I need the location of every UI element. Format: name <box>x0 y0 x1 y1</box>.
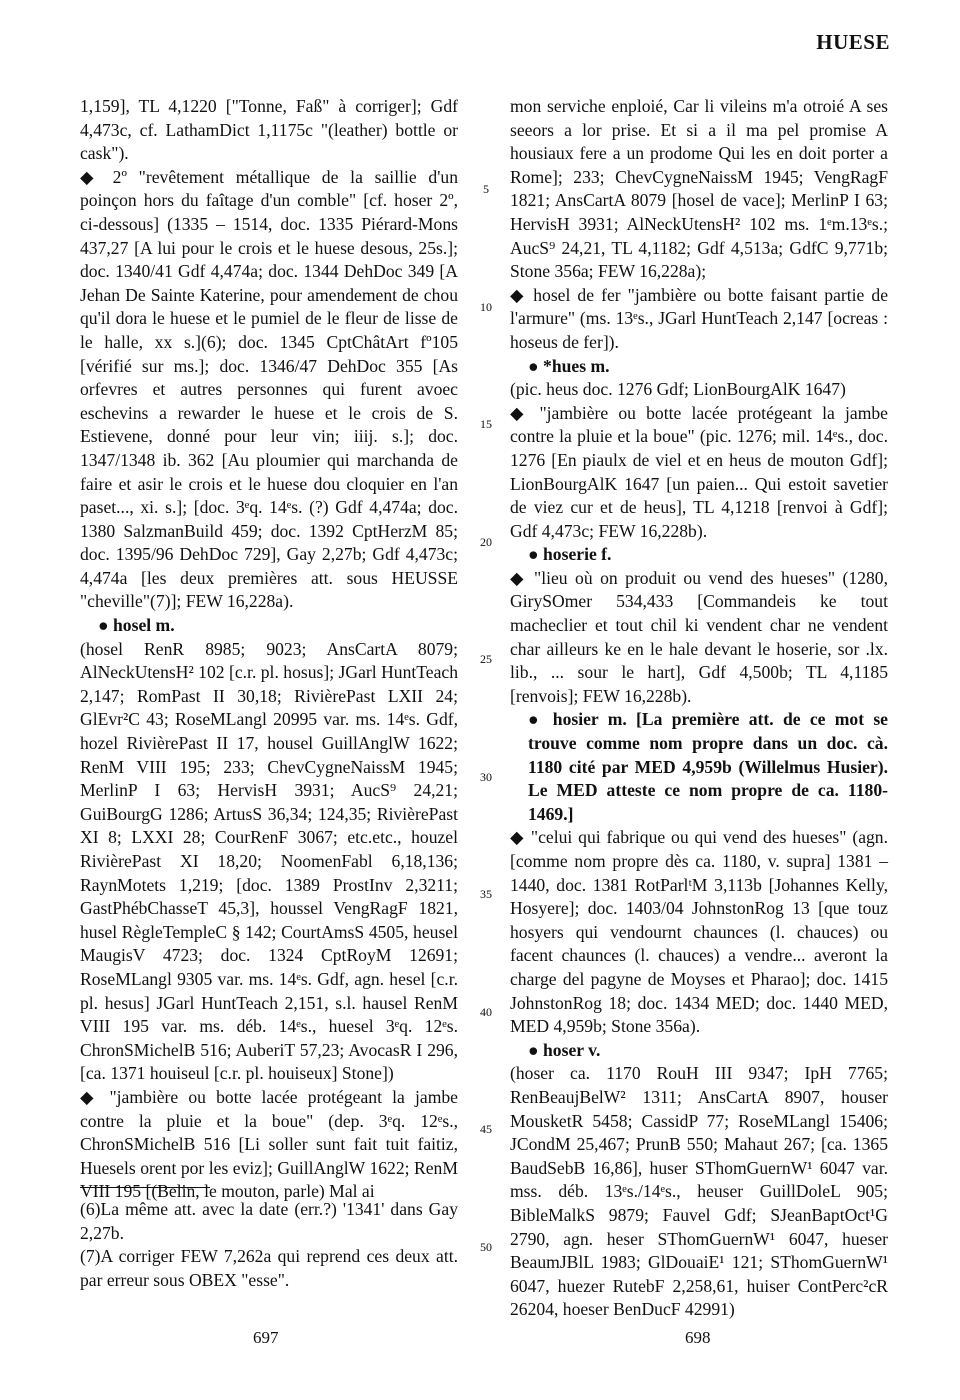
paragraph: 1,159], TL 4,1220 ["Tonne, Faß" à corriger]; Gdf 4,473c, cf. LathamDict 1,1175c "(leather) bottle or cask"). <box>80 96 458 164</box>
right-column <box>510 95 888 1322</box>
line-number: 15 <box>480 417 492 431</box>
paragraph: (hoser ca. 1170 RouH III 9347; IpH 7765; RenBeaujBelW² 1311; AnsCartA 8907, houser MousketR 5458; CassidP 77; RoseMLangl 15406; JCondM 25,467; PrunB 550; Mahaut 267; [ca. 1365 BaudSebB 16,86], huser SThomGuernW¹ 6047 var. mss. déb. 13ᵉs./14ᵉs., heuser GuillDoleL 905; BibleMalkS 9879; Fauvel Gdf; SJeanBaptOct¹G 2790, agn. heser SThomGuernW¹ 6047, hueser BeaumJBlL 1983; GlDouaiE¹ 121; SThomGuernW¹ 6047, huezer RutebF 2,258,61, huiser ContPerc²cR 26204, hoeser BenDucF 42991) <box>510 1063 888 1320</box>
paragraph: ◆ 2º "revêtement métallique de la saillie d'un poinçon hors du faîtage d'un comble" [cf. hoser 2º, ci-dessous] (1335 – 1514, doc. 1335 Piérard-Mons 437,27 [A lui pour le crois et le huese desous, 25s.]; doc. 1340/41 Gdf 4,474a; doc. 1344 DehDoc 349 [A Jehan De Sainte Katerine, pour amendement de chou qu'il dora le huese et le pumiel de le fleur de lisse de le halle, xx s.](6); doc. 1345 CptChâtArt fº105 [vérifié sur ms.]; doc. 1346/47 DehDoc 355 [As orfevres et autres personnes qui furent avoec eschevins a rewarder le huese et le crois de S. Estievene, donné pour leur vin; iiij. s.]; doc. 1347/1348 ib. 362 [Au ploumier qui marchanda de faire et asir le crois et le huese dou cloquier en l'an paset..., xi. s.]; [doc. 3ᵉq. 14ᵉs. (?) Gdf 4,474a; doc. 1380 SalzmanBuild 459; doc. 1392 CptHerzM 85; doc. 1395/96 DehDoc 729], Gay 2,27b; Gdf 4,473c; 4,474a [les deux premières att. sous HEUSSE "cheville"(7)]; FEW 16,228a). <box>80 166 458 612</box>
paragraph: ◆ hosel de fer "jambière ou botte faisant partie de l'armure" (ms. 13ᵉs., JGarl HuntTeach 2,147 [ocreas : hoseus de fer]). <box>510 284 888 352</box>
entry-headword: ● hosel m. <box>98 615 175 636</box>
line-number: 45 <box>480 1122 492 1136</box>
page-number-right: 698 <box>685 1328 711 1347</box>
paragraph: ◆ "jambière ou botte lacée protégeant la jambe contre la pluie et la boue" (pic. 1276; mil. 14ᵉs., doc. 1276 [En piaulx de viel et en heus de mouton Gdf]; LionBourgAlK 1647 [un paien... Qui estoit savetier de viez cur et de heus], TL 4,1218 [renvoi à Gdf]; Gdf 4,473c; FEW 16,228b). <box>510 402 888 541</box>
footnote: (6)La même att. avec la date (err.?) '1341' dans Gay 2,27b. <box>80 1199 458 1243</box>
line-number: 25 <box>480 652 492 666</box>
paragraph: ◆ "lieu où on produit ou vend des hueses" (1280, GirySOmer 534,433 [Commandeis ke tout macheclier et tout chil ki vendent char ne vendent char ailleurs ke en le hale devant le hoserie, sor .lx. lib., ... sour le hart], Gdf 4,500b; TL 4,1185 [renvois]; FEW 16,228b). <box>510 567 888 706</box>
paragraph: (pic. heus doc. 1276 Gdf; LionBourgAlK 1647) <box>510 379 846 400</box>
line-number: 10 <box>480 300 492 314</box>
paragraph: (hosel RenR 8985; 9023; AnsCartA 8079; AlNeckUtensH² 102 [c.r. pl. hosus]; JGarl HuntTeach 2,147; RomPast II 30,18; RivièrePast LXII 24; GlEvr²C 43; RoseMLangl 20995 var. ms. 14ᵉs. Gdf, hozel RivièrePast II 17, housel GuillAnglW 1622; RenM VIII 195; 233; ChevCygneNaissM 1945; MerlinP I 63; HervisH 3931; AucS⁹ 24,21; GuiBourgG 1286; ArtusS 36,34; 124,35; RivièrePast XI 8; LXXI 28; CourRenF 3067; etc.etc., houzel RivièrePast XI 18,20; NoomenFabl 6,18,136; RaynMotets 1,219; [doc. 1389 ProstInv 2,3211; GastPhébChasseT 45,3], houssel VengRagF 1821, husel RègleTempleC § 142; CourtAmsS 4505, heusel MaugisV 4723; doc. 1324 CptRoyM 12691; RoseMLangl 9305 var. ms. 14ᵉs. Gdf, agn. hesel [c.r. pl. hesus] JGarl HuntTeach 2,151, s.l. hausel RenM VIII 195 var. ms. déb. 14ᵉs., huesel 3ᵉq. 12ᵉs. ChronSMichelB 516; AuberiT 57,23; AvocasR I 296, [ca. 1371 houiseul [c.r. pl. houiseux] Stone]) <box>80 638 458 1084</box>
left-column <box>80 95 458 1204</box>
line-number: 50 <box>480 1240 492 1254</box>
running-header: HUESE <box>816 30 890 54</box>
paragraph: ◆ "jambière ou botte lacée protégeant la jambe contre la pluie et la boue" (dep. 3ᵉq. 12ᵉs., ChronSMichelB 516 [Li soller sunt fait tuit faitiz, Huesels orent por les eviz]; GuillAnglW 1622; RenM VIII 195 [(Belin, le mouton, parle) Mal ai <box>80 1086 458 1202</box>
line-number: 40 <box>480 1005 492 1019</box>
entry-headword: ● hosier m. [La première att. de ce mot se trouve comme nom propre dans un doc. cà. 1180 cité par MED 4,959b (Willelmus Husier). Le MED atteste ce nom propre de ca. 1180-1469.] <box>528 709 888 824</box>
footnote-rule <box>80 1187 210 1188</box>
footnote: (7)A corriger FEW 7,262a qui reprend ces deux att. par erreur sous OBEX "esse". <box>80 1246 458 1290</box>
paragraph: mon serviche enploié, Car li vileins m'a otroié A ses seeors a lor prise. Et si a il ma pel promise A housiaux fere a un prodome Qui les en doit porter a Rome]; 233; ChevCygneNaissM 1945; VengRagF 1821; AnsCartA 8079 [hosel de vace]; MerlinP I 63; HervisH 3931; AlNeckUtensH² 102 ms. 1ᵉm.13ᵉs.; AucS⁹ 24,21, TL 4,1182; Gdf 4,513a; GdfC 9,771b; Stone 356a; FEW 16,228a); <box>510 96 888 282</box>
line-number: 30 <box>480 770 492 784</box>
footnotes <box>80 1187 458 1292</box>
page-number-left: 697 <box>253 1328 279 1347</box>
line-number: 5 <box>483 182 489 196</box>
line-number: 35 <box>480 887 492 901</box>
entry-headword: ● hoserie f. <box>528 544 612 565</box>
entry-headword: ● *hues m. <box>528 355 610 376</box>
entry-headword: ● hoser v. <box>528 1039 601 1060</box>
line-number: 20 <box>480 535 492 549</box>
paragraph: ◆ "celui qui fabrique ou qui vend des hueses" (agn. [comme nom propre dès ca. 1180, v. supra] 1381 – 1440, doc. 1381 RotParlᵗM 3,113b [Johannes Kelly, Hosyere]; doc. 1403/04 JohnstonRog 13 [que touz hosyers qui vendournt chaunces (l. chauces) ou facent chaunces (l. chauces) a vendre... averont la charge del pagyne de Moyses et Pharao]; doc. 1415 JohnstonRog 18; doc. 1434 MED; doc. 1440 MED, MED 4,959b; Stone 356a). <box>510 827 888 1037</box>
